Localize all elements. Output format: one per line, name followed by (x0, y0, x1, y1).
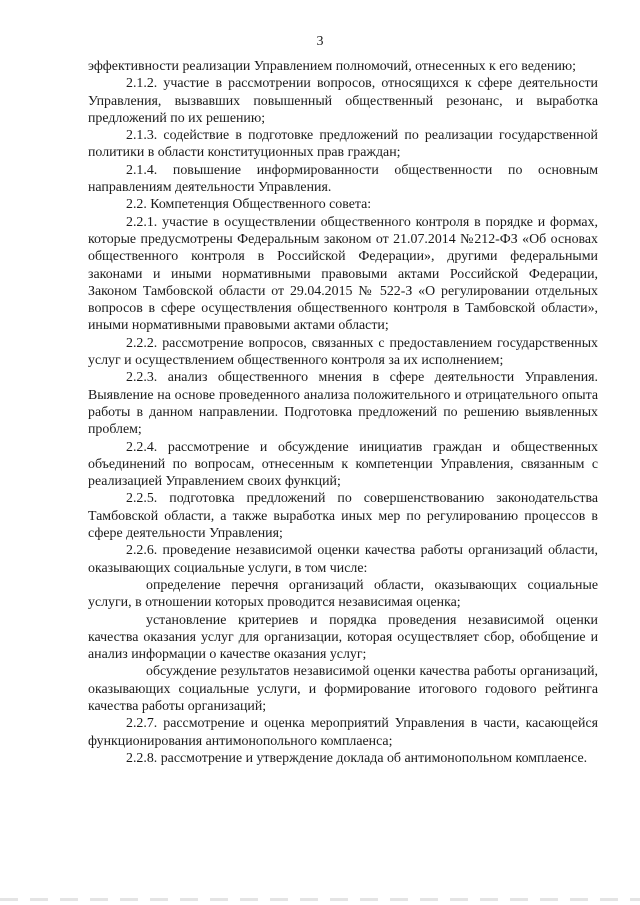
document-body (88, 58, 598, 767)
paragraph: 2.1.3. содействие в подготовке предложений по реализации государственной политики в области конституционных прав граждан; (88, 128, 598, 161)
paragraph: 2.2. Компетенция Общественного совета: (126, 197, 372, 213)
paragraph: 2.2.4. рассмотрение и обсуждение инициатив граждан и общественных объединений по вопросам, отнесенным к компетенции Управления, связанным с реализацией Управлением своих функций; (88, 439, 598, 490)
paragraph: эффективности реализации Управлением полномочий, отнесенных к его ведению; (88, 59, 577, 74)
paragraph: 2.2.8. рассмотрение и утверждение доклада об антимонопольном комплаенсе. (126, 750, 588, 766)
paragraph: 2.1.4. повышение информированности общественности по основным направлениям деятельности Управления. (88, 162, 598, 196)
scan-artifact (0, 898, 640, 901)
paragraph: 2.2.7. рассмотрение и оценка мероприятий Управления в части, касающейся функционирования антимонопольного комплаенса; (88, 716, 598, 749)
page-number: 3 (316, 34, 324, 49)
paragraph: 2.2.5. подготовка предложений по совершенствованию законодательства Тамбовской области, а также выработка иных мер по регулированию процессов в сфере деятельности Управления; (88, 491, 598, 542)
paragraph: 2.2.1. участие в осуществлении общественного контроля в порядке и формах, которые предусмотрены Федеральным законом от 21.07.2014 №212-ФЗ «Об основах общественного контроля в Российской Федерации», другими федеральными законами и иными нормативными правовыми актами Российской Федерации, Законом Тамбовской области от 29.04.2015 № 522-З «О регулировании отдельных вопросов в сфере осуществления общественного контроля в Тамбовской области», иными нормативными правовыми актами области; (88, 214, 598, 334)
paragraph: 2.2.2. рассмотрение вопросов, связанных с предоставлением государственных услуг и осуществлением общественного контроля за их исполнением; (88, 335, 598, 369)
paragraph: установление критериев и порядка проведения независимой оценки качества оказания услуг для организации, которая осуществляет сбор, обобщение и анализ информации о качестве оказания услуг; (88, 612, 598, 663)
paragraph: 2.1.2. участие в рассмотрении вопросов, относящихся к сфере деятельности Управления, вызвавших повышенный общественный резонанс, и выработка предложений по их решению; (88, 76, 598, 126)
paragraph: обсуждение результатов независимой оценки качества работы организаций, оказывающих социальные услуги, и формирование итогового годового рейтинга качества работы организаций; (88, 664, 598, 714)
paragraph: определение перечня организаций области, оказывающих социальные услуги, в отношении которых проводится независимая оценка; (88, 577, 598, 611)
paragraph: 2.2.6. проведение независимой оценки качества работы организаций области, оказывающих социальные услуги, в том числе: (88, 543, 598, 576)
paragraph: 2.2.3. анализ общественного мнения в сфере деятельности Управления. Выявление на основе проведенного анализа положительного и отрицательного опыта работы в данном направлении. Подготовка предложений по решению выявленных проблем; (88, 370, 598, 438)
